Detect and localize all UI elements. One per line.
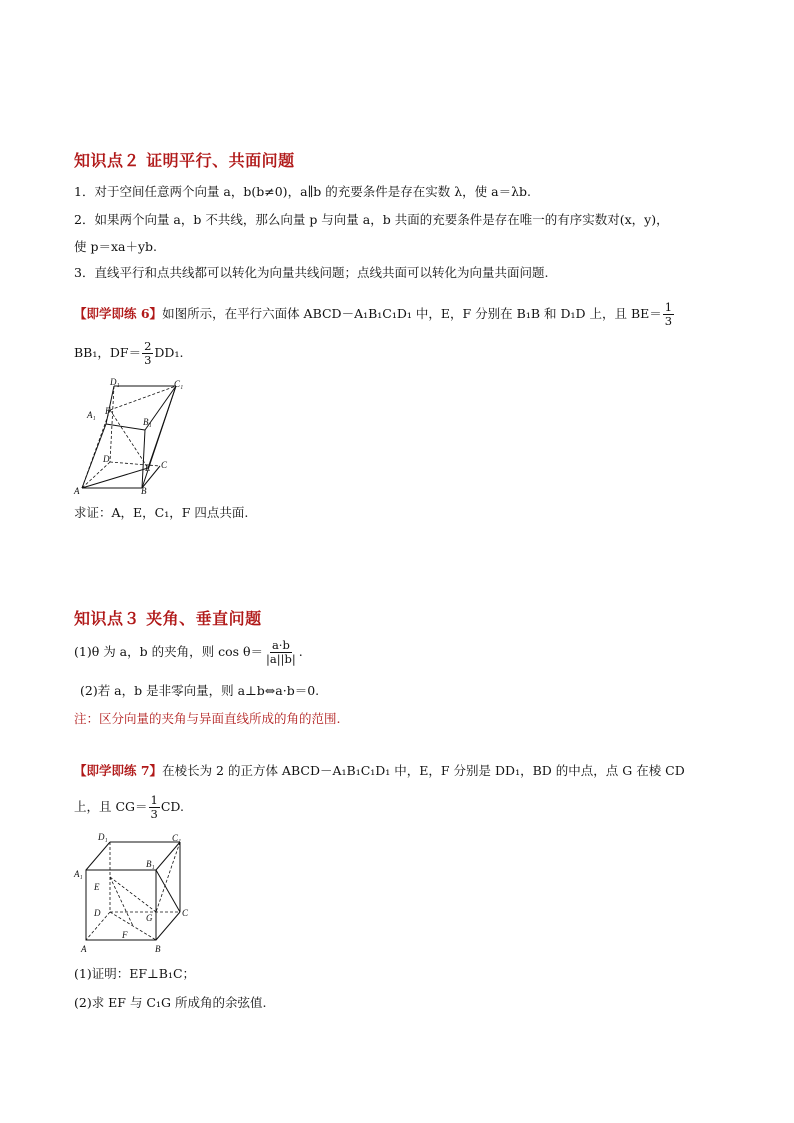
parallelepiped-figure	[70, 378, 195, 498]
kp3-note: 注：区分向量的夹角与异面直线所成的角的范围.	[74, 711, 341, 726]
fig7-label-C: C	[182, 908, 189, 918]
exercise-6-tag: 【即学即练 6】	[74, 306, 163, 321]
fraction-one-third-7: $\frac{1}{3}$	[150, 793, 158, 821]
exercise-6-line2: BB₁，DF＝ $\frac{2}{3}$ DD₁.	[74, 339, 184, 367]
fig6-label-B: B	[141, 486, 147, 496]
fig6-label-E: E	[145, 463, 151, 473]
exercise-7-question-2: (2)求 EF 与 C₁G 所成角的余弦值.	[74, 995, 267, 1010]
exercise-7-question-1: (1)证明：EF⊥B₁C；	[74, 966, 196, 981]
fig7-label-D: D	[94, 908, 101, 918]
fig6-label-D: D	[103, 454, 110, 464]
fig7-label-G: G	[146, 913, 153, 923]
kp2-item-1: 1．对于空间任意两个向量 a，b(b≠0)，a∥b 的充要条件是存在实数 λ，使 a＝λb.	[74, 184, 531, 199]
section-title-kp2: 知识点２ 证明平行、共面问题	[74, 151, 295, 170]
kp2-item-3: 3．直线平行和点共线都可以转化为向量共线问题；点线共面可以转化为向量共面问题.	[74, 265, 549, 280]
kp2-item-2-line1: 2．如果两个向量 a，b 不共线，那么向量 p 与向量 a，b 共面的充要条件是存在唯一的有序实数对(x，y)，	[74, 212, 669, 227]
fig7-label-D1: D₁	[98, 832, 108, 842]
fig7-label-A: A	[81, 944, 87, 954]
cos-fraction: $\frac{a\cdot b}{|a||b|}$	[266, 638, 296, 666]
fig6-label-A: A	[74, 486, 80, 496]
kp3-item-1: (1)θ 为 a，b 的夹角，则 cos θ＝ $\frac{a\cdot b}{|a||b|}$ .	[74, 638, 303, 666]
exercise-7-tag: 【即学即练 7】	[74, 763, 163, 778]
fig6-label-B1: B₁	[143, 417, 152, 427]
exercise-6-line1	[74, 301, 675, 328]
fraction-one-third: $\frac{1}{3}$	[664, 300, 673, 328]
exercise-6-prove: 求证：A，E，C₁，F 四点共面.	[74, 505, 249, 520]
exercise-7-text1: 在棱长为 2 的正方体 ABCD－A₁B₁C₁D₁ 中，E，F 分别是 DD₁，BD 的中点，点 G 在棱 CD	[162, 763, 685, 778]
exercise-7-line2: 上，且 CG＝ $\frac{1}{3}$ CD.	[74, 793, 184, 821]
fig7-label-C1: C₁	[172, 833, 182, 843]
fraction-two-thirds: $\frac{2}{3}$	[144, 339, 152, 367]
fig6-label-D1: D₁	[110, 378, 120, 387]
kp3-item-2: (2)若 a，b 是非零向量，则 a⊥b⇔a·b＝0.	[80, 683, 320, 698]
fig6-label-C1: C₁	[174, 379, 184, 389]
fig6-label-A1: A₁	[87, 410, 96, 420]
fig7-label-B: B	[155, 944, 161, 954]
cube-figure	[72, 828, 197, 956]
fig7-label-F: F	[122, 930, 128, 940]
kp2-item-2-line2: 使 p＝xa＋yb.	[74, 239, 158, 254]
section-title-kp3: 知识点３ 夹角、垂直问题	[74, 609, 262, 628]
exercise-6-text1: 如图所示，在平行六面体 ABCD－A₁B₁C₁D₁ 中，E，F 分别在 B₁B 和 D₁D 上，且 BE＝	[162, 306, 662, 321]
fig7-label-A1: A₁	[74, 869, 83, 879]
fig6-label-C: C	[161, 460, 168, 470]
fig7-label-E: E	[94, 882, 100, 892]
fig6-label-F: F	[105, 406, 111, 416]
exercise-7-line1	[74, 763, 685, 779]
fig7-label-B1: B₁	[146, 859, 155, 869]
